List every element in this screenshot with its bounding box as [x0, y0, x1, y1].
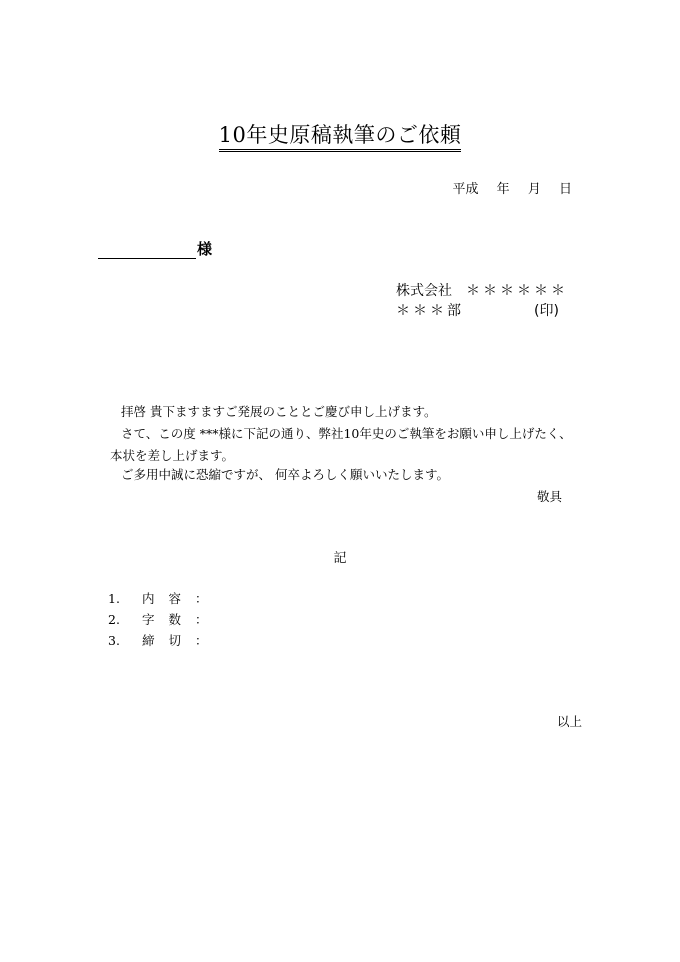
document-title: [0, 122, 680, 152]
ki-heading: 記: [333, 551, 347, 566]
date-era: 平成: [452, 182, 479, 197]
document-title-text: 10年史原稿執筆のご依頼: [219, 122, 462, 152]
sender-company-label: 株式会社: [396, 283, 452, 299]
sender-company-name: ＊＊＊＊＊＊: [466, 283, 568, 299]
list-item-label: 字 数 ：: [142, 612, 213, 627]
list-item-number: 3.: [108, 633, 120, 648]
body-line-2-continued: 本状を差し上げます。: [110, 448, 235, 463]
sender-department: [396, 300, 559, 320]
addressee-suffix: 様: [197, 240, 213, 258]
sender-department-name: ＊＊＊部: [396, 303, 464, 319]
body-line-3: ご多用中誠に恐縮ですが、 何卒よろしく願いいたします。: [121, 467, 449, 482]
list-item: [108, 589, 212, 607]
body-line-2: さて、この度 ***様に下記の通り、弊社10年史のご執筆をお願い申し上げたく、: [121, 426, 572, 441]
seal-mark: (印): [534, 303, 559, 319]
closing-keigu: 敬具: [536, 489, 562, 504]
date-day: 日: [558, 182, 572, 197]
date-month: 月: [527, 182, 541, 197]
addressee-blank-line: [98, 242, 196, 259]
addressee: [98, 238, 212, 259]
list-item: [108, 610, 212, 628]
list-item-number: 2.: [108, 612, 120, 627]
date-line: [453, 178, 572, 197]
list-item: [108, 631, 212, 649]
list-item-number: 1.: [108, 591, 120, 606]
list-item-label: 内 容 ：: [142, 591, 213, 606]
body-line-1: 拝啓 貴下ますますご発展のこととご慶び申し上げます。: [121, 404, 437, 419]
end-mark: 以上: [556, 714, 582, 729]
list-item-label: 締 切 ：: [142, 633, 213, 648]
date-year: 年: [496, 182, 510, 197]
sender-company: [396, 280, 568, 300]
